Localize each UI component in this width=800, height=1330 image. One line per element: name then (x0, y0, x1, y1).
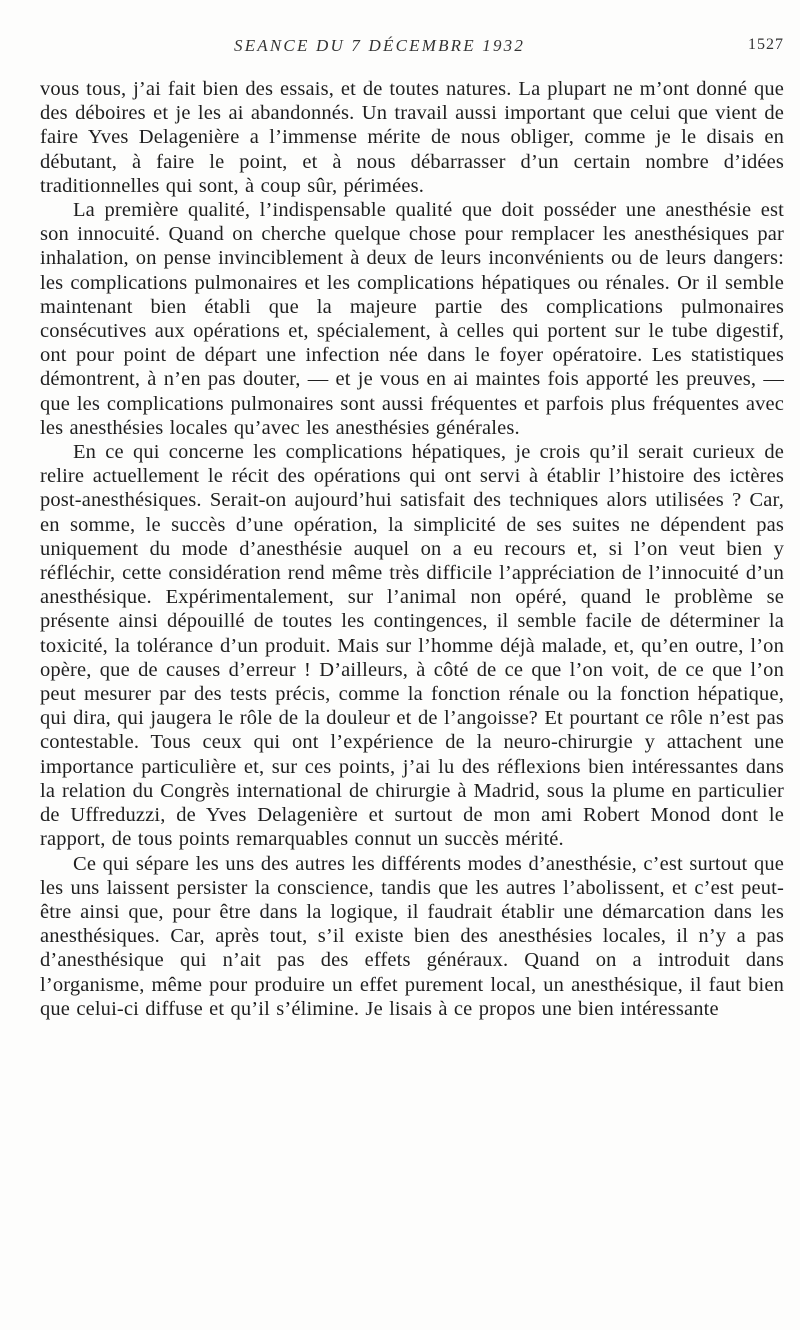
page-number: 1527 (748, 36, 784, 53)
paragraph-continuation: vous tous, j’ai fait bien des essais, et de toutes natures. La plupart ne m’ont donné que des déboires et je les ai abandonnés. Un travail aussi important que celui que vient de faire Yves Delagenière a l’immense mérite de nous obliger, comme je le disais en débutant, à faire le point, et à nous débarrasser d’un certain nombre d’idées traditionnelles qui sont, à coup sûr, périmées. (40, 78, 784, 197)
paragraph-innocuite: La première qualité, l’indispensable qualité que doit posséder une anesthésie est son innocuité. Quand on cherche quelque chose pour remplacer les anesthésiques par inhalation, on pense invinciblement à deux de leurs inconvénients ou de leurs dangers: les complications pulmonaires et les complications hépatiques ou rénales. Or il semble maintenant bien établi que la majeure partie des complications pulmonaires consécutives aux opérations et, spécialement, à celles qui portent sur le tube digestif, ont pour point de départ une infection née dans le foyer opératoire. Les statistiques démontrent, à n’en pas douter, — et je vous en ai maintes fois apporté les preuves, — que les complications pulmonaires sont aussi fréquentes et parfois plus fréquentes avec les anesthésies locales qu’avec les anesthésies générales. (40, 199, 784, 439)
page-header (40, 36, 784, 60)
body-text (40, 77, 784, 1021)
paragraph-modes-anesthesie: Ce qui sépare les uns des autres les différents modes d’anesthésie, c’est surtout que les uns laissent persister la conscience, tandis que les autres l’abolissent, et c’est peut-être ainsi que, pour être dans la logique, il faudrait établir une démarcation dans les anesthésiques. Car, après tout, s’il existe bien des anesthésies locales, il n’y a pas d’anesthésique qui n’ait pas des effets généraux. Quand on a introduit dans l’organisme, même pour produire un effet purement local, un anesthésique, il faut bien que celui-ci diffuse et qu’il s’élimine. Je lisais à ce propos une bien intéressante (40, 852, 784, 1020)
running-head: SEANCE DU 7 DÉCEMBRE 1932 (234, 36, 526, 55)
paragraph-complications-hepatiques: En ce qui concerne les complications hépatiques, je crois qu’il serait curieux de relire actuellement le récit des opérations qui ont servi à établir l’histoire des ictères post-anesthésiques. Serait-on aujourd’hui satisfait des techniques alors utilisées ? Car, en somme, le succès d’une opération, la simplicité de ses suites ne dépendent pas uniquement du mode d’anesthésie auquel on a eu recours et, si l’on veut bien y réfléchir, cette considération rend même très difficile l’appréciation de l’innocuité d’un anesthésique. Expérimentalement, sur l’animal non opéré, quand le problème se présente ainsi dépouillé de toutes les contingences, il semble facile de déterminer la toxicité, la tolérance d’un produit. Mais sur l’homme déjà malade, et, qu’en outre, l’on opère, que de causes d’erreur ! D’ailleurs, à côté de ce que l’on voit, de ce que l’on peut mesurer par des tests précis, comme la fonction rénale ou la fonction hépatique, qui dira, qui jaugera le rôle de la douleur et de l’angoisse? Et pourtant ce rôle n’est pas contestable. Tous ceux qui ont l’expérience de la neuro-chirurgie y attachent une importance particulière et, sur ces points, j’ai lu des réflexions bien intéressantes dans la relation du Congrès international de chirurgie à Madrid, sous la plume en particulier de Uffreduzzi, de Yves Delagenière et surtout de mon ami Robert Monod dont le rapport, de tous points remarquables connut un succès mérité. (40, 441, 784, 851)
